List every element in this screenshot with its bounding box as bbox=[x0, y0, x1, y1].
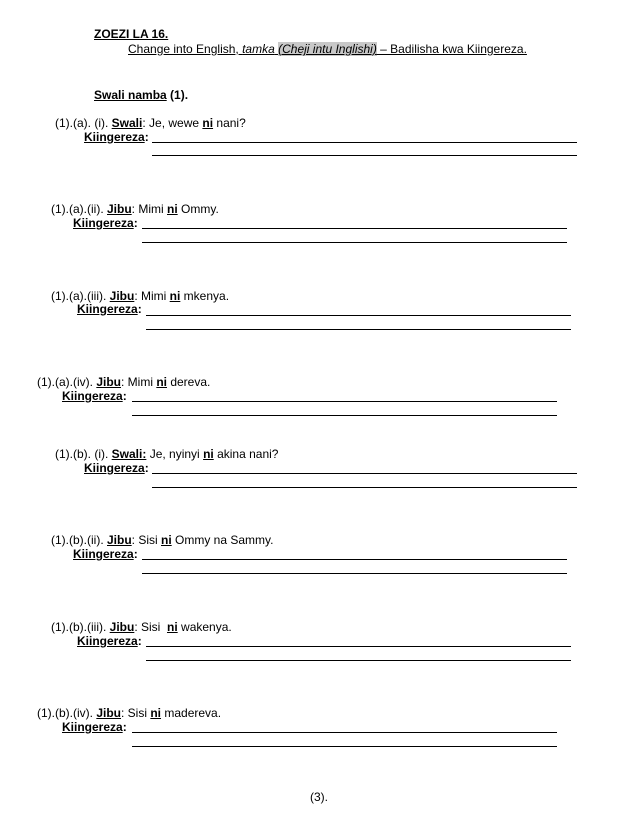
page-number: (3). bbox=[310, 790, 328, 804]
question-type: Jibu bbox=[96, 375, 121, 389]
instruction-tail: – Badilisha kwa Kiingereza. bbox=[376, 42, 527, 56]
question-prefix: (1).(b).(iii). bbox=[51, 620, 110, 634]
question-pre: : Je, wewe bbox=[142, 116, 203, 130]
question-text bbox=[51, 202, 219, 216]
kiingereza-label: Kiingereza: bbox=[73, 547, 138, 561]
answer-line[interactable] bbox=[132, 746, 557, 747]
question-post: Ommy na Sammy. bbox=[171, 533, 274, 547]
question-prefix: (1).(a).(ii). bbox=[51, 202, 107, 216]
question-text bbox=[55, 116, 246, 130]
question-pre: : Mimi bbox=[134, 289, 170, 303]
question-prefix: (1).(a).(iv). bbox=[37, 375, 97, 389]
question-ni: ni bbox=[161, 533, 172, 547]
question-prefix: (1).(b).(iv). bbox=[37, 706, 97, 720]
answer-line[interactable] bbox=[152, 473, 577, 474]
question-post: mkenya. bbox=[180, 289, 230, 303]
question-pre: : Mimi bbox=[121, 375, 157, 389]
question-post: dereva. bbox=[167, 375, 211, 389]
answer-line[interactable] bbox=[142, 228, 567, 229]
question-pre: : Mimi bbox=[131, 202, 167, 216]
question-pre: : Sisi bbox=[131, 533, 162, 547]
answer-line[interactable] bbox=[132, 401, 557, 402]
instruction-line bbox=[128, 42, 527, 56]
answer-line[interactable] bbox=[152, 142, 577, 143]
kiingereza-label: Kiingereza: bbox=[77, 634, 142, 648]
question-text bbox=[37, 375, 210, 389]
question-type: Jibu bbox=[109, 289, 135, 303]
kiingereza-label: Kiingereza: bbox=[62, 389, 127, 403]
question-type: Jibu bbox=[107, 202, 132, 216]
question-post: akina nani? bbox=[213, 447, 279, 461]
question-text bbox=[51, 620, 232, 634]
section-heading bbox=[94, 88, 188, 102]
question-type: Swali bbox=[111, 116, 143, 130]
kiingereza-label: Kiingereza: bbox=[62, 720, 127, 734]
answer-line[interactable] bbox=[132, 415, 557, 416]
question-post: wakenya. bbox=[177, 620, 232, 634]
question-text bbox=[51, 533, 273, 547]
answer-line[interactable] bbox=[146, 646, 571, 647]
question-ni: ni bbox=[169, 289, 181, 303]
question-prefix: (1).(b).(ii). bbox=[51, 533, 107, 547]
instruction-tamka: tamka bbox=[242, 42, 275, 56]
section-number: (1). bbox=[166, 88, 189, 102]
question-text bbox=[37, 706, 221, 720]
question-text bbox=[51, 289, 229, 303]
question-type: Jibu bbox=[107, 533, 132, 547]
question-pre: : Sisi bbox=[134, 620, 168, 634]
answer-line[interactable] bbox=[142, 242, 567, 243]
question-pre: : Sisi bbox=[121, 706, 151, 720]
question-ni: ni bbox=[156, 375, 167, 389]
question-type: Jibu bbox=[109, 620, 135, 634]
answer-line[interactable] bbox=[132, 732, 557, 733]
question-prefix: (1).(a). (i). bbox=[55, 116, 112, 130]
question-ni: ni bbox=[202, 116, 214, 130]
question-ni: ni bbox=[150, 706, 162, 720]
question-text bbox=[55, 447, 278, 461]
question-prefix: (1).(a).(iii). bbox=[51, 289, 110, 303]
answer-line[interactable] bbox=[146, 660, 571, 661]
answer-line[interactable] bbox=[146, 329, 571, 330]
question-type: Jibu bbox=[96, 706, 121, 720]
kiingereza-label: Kiingereza: bbox=[84, 130, 149, 144]
answer-line[interactable] bbox=[152, 487, 577, 488]
question-post: nani? bbox=[213, 116, 246, 130]
kiingereza-label: Kiingereza: bbox=[84, 461, 149, 475]
exercise-title: ZOEZI LA 16. bbox=[94, 27, 169, 41]
answer-line[interactable] bbox=[152, 155, 577, 156]
question-pre: Je, nyinyi bbox=[146, 447, 204, 461]
question-type: Swali: bbox=[111, 447, 147, 461]
question-ni: ni bbox=[167, 620, 178, 634]
question-ni: ni bbox=[203, 447, 214, 461]
question-post: Ommy. bbox=[177, 202, 219, 216]
question-ni: ni bbox=[167, 202, 178, 216]
answer-line[interactable] bbox=[142, 559, 567, 560]
question-prefix: (1).(b). (i). bbox=[55, 447, 112, 461]
answer-line[interactable] bbox=[142, 573, 567, 574]
kiingereza-label: Kiingereza: bbox=[73, 216, 138, 230]
section-label: Swali namba bbox=[94, 88, 167, 102]
instruction-pronunciation: (Cheji intu Inglishi) bbox=[278, 42, 377, 56]
instruction-lead: Change into English, bbox=[128, 42, 243, 56]
kiingereza-label: Kiingereza: bbox=[77, 302, 142, 316]
answer-line[interactable] bbox=[146, 315, 571, 316]
question-post: madereva. bbox=[161, 706, 222, 720]
